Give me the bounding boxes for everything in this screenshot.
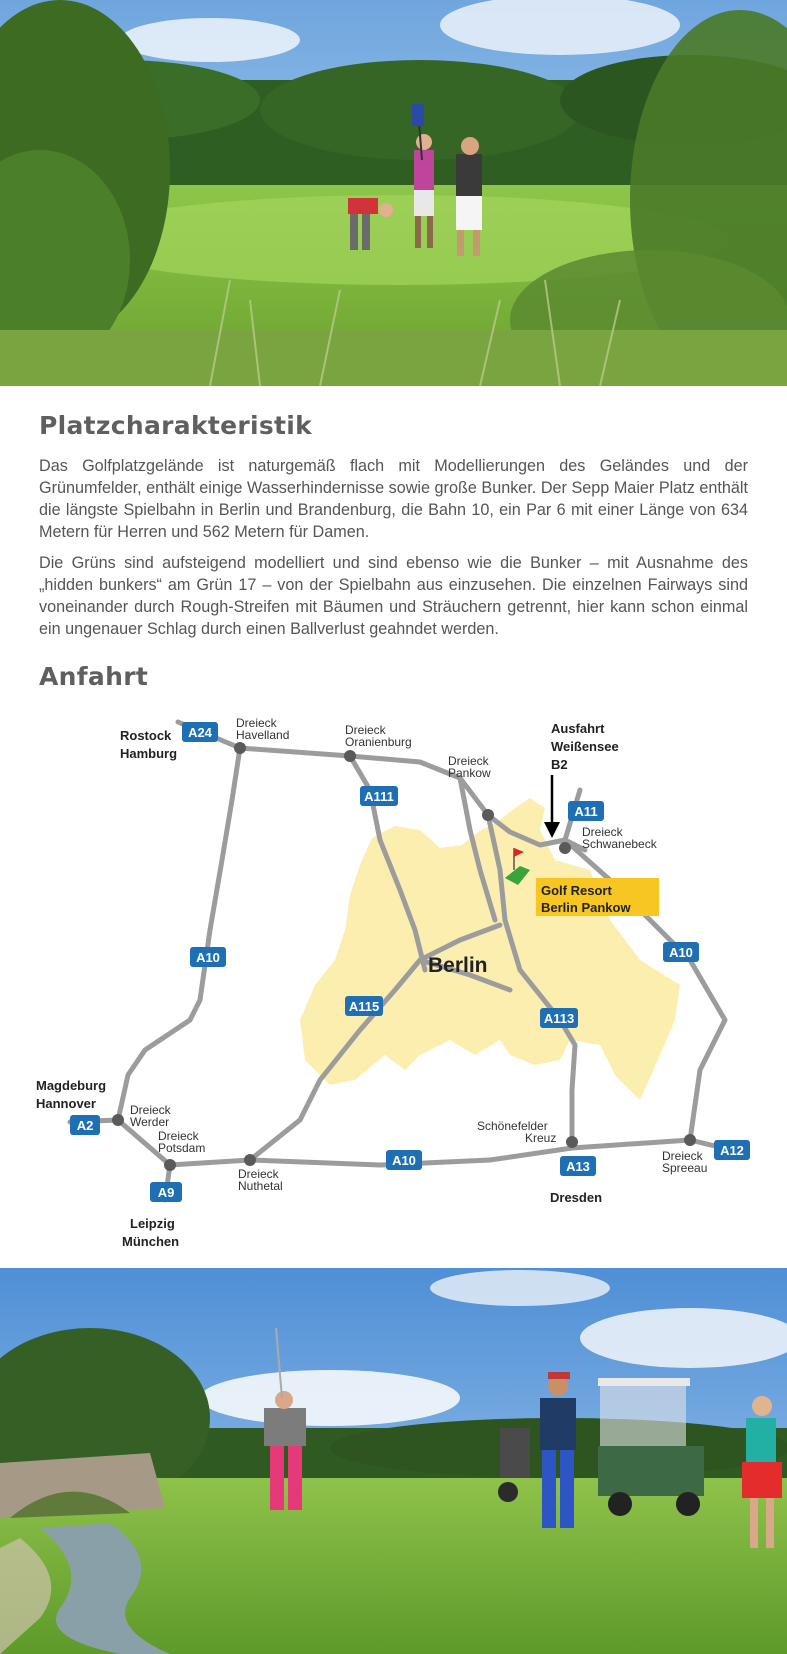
exit-label-line2: Weißensee: [551, 739, 619, 754]
shield-a111: [360, 786, 398, 806]
resort-name-line2: Berlin Pankow: [541, 900, 631, 915]
junction-havelland-1: Dreieck: [236, 716, 277, 730]
junction-pankow-1: Dreieck: [448, 754, 489, 768]
junction-havelland-2: Havelland: [236, 728, 290, 742]
section-title-platzcharakteristik: Platzcharakteristik: [39, 411, 313, 440]
svg-text:A12: A12: [720, 1143, 744, 1158]
shield-a113: [540, 1008, 578, 1028]
junction-potsdam-1: Dreieck: [158, 1129, 199, 1143]
dest-dresden: Dresden: [550, 1190, 603, 1205]
section-title-anfahrt: Anfahrt: [39, 662, 149, 691]
shield-a10-west: [190, 947, 226, 967]
shield-a11: [568, 801, 604, 821]
svg-text:A115: A115: [348, 999, 380, 1014]
junction-werder-2: Werder: [130, 1115, 170, 1129]
shield-a10-south: [386, 1150, 422, 1170]
junction-pankow-2: Pankow: [448, 766, 491, 780]
junction-schoenefeld-2: Kreuz: [525, 1131, 557, 1145]
paragraph-platz-2: Die Grüns sind aufsteigend modelliert und sind ebenso wie die Bunker – mit Ausnahme des „hidden bunkers“ am Grün 17 – von der Spielbahn aus einzusehen. Die einzelnen Fairways sind voneinander durch Rough-Streifen mit Bäumen und Sträuchern getrennt, hier kann schon einmal ein ungenauer Schlag durch einen Ballverlust geahndet werden.: [39, 554, 748, 638]
dest-muenchen: München: [122, 1234, 180, 1249]
svg-text:A113: A113: [543, 1011, 575, 1026]
svg-text:A9: A9: [157, 1185, 175, 1200]
shield-a9: [150, 1182, 182, 1202]
junction-spreeau-1: Dreieck: [662, 1149, 703, 1163]
golf-course-bridge-image: [0, 1268, 787, 1654]
svg-text:A24: A24: [188, 725, 212, 740]
junction-oranienburg-2: Oranienburg: [345, 735, 412, 749]
junction-potsdam-2: Potsdam: [158, 1141, 206, 1155]
junction-nuthetal-2: Nuthetal: [238, 1179, 283, 1193]
junction-spreeau-2: Spreeau: [662, 1161, 708, 1175]
shield-a13: [560, 1156, 596, 1176]
svg-text:A10: A10: [196, 950, 220, 965]
shield-a24: [182, 722, 218, 742]
shield-a10-east: [663, 942, 699, 962]
dest-hamburg: Hamburg: [120, 746, 178, 761]
shield-a2: [70, 1115, 100, 1135]
svg-text:A10: A10: [669, 945, 693, 960]
exit-arrowhead: [544, 822, 560, 838]
svg-text:A11: A11: [574, 804, 598, 819]
dest-leipzig: Leipzig: [130, 1216, 175, 1231]
junction-schwanebeck-1: Dreieck: [582, 825, 623, 839]
dest-hannover: Hannover: [36, 1096, 96, 1111]
shield-a12: [714, 1140, 750, 1160]
paragraph-platz-1: Das Golfplatzgelände ist naturgemäß flach mit Modellierungen des Geländes und der Grünumfelder, enthält einige Wasserhindernisse sowie große Bunker. Der Sepp Maier Platz enthält die längste Spielbahn in Berlin und Brandenburg, die Bahn 10, ein Par 6 mit einer Länge von 634 Metern für Herren und 562 Metern für Damen.: [39, 457, 748, 541]
golf-photo-bottom: [0, 1268, 787, 1654]
route-map-svg: [0, 700, 787, 1260]
exit-label-line1: Ausfahrt: [551, 721, 605, 736]
junction-schoenefeld-1: Schönefelder: [477, 1119, 548, 1133]
junction-werder-1: Dreieck: [130, 1103, 171, 1117]
junction-nuthetal-1: Dreieck: [238, 1167, 279, 1181]
exit-label-line3: B2: [551, 757, 568, 772]
junction-oranienburg-1: Dreieck: [345, 723, 386, 737]
svg-text:A111: A111: [364, 789, 394, 804]
svg-text:A2: A2: [76, 1118, 94, 1133]
dest-rostock: Rostock: [120, 728, 172, 743]
svg-text:A13: A13: [566, 1159, 590, 1174]
dest-magdeburg: Magdeburg: [36, 1078, 107, 1093]
golf-photo-top: [0, 0, 787, 386]
route-map: [0, 700, 787, 1260]
shield-a115: [345, 996, 383, 1016]
svg-text:A10: A10: [392, 1153, 416, 1168]
junction-schwanebeck-2: Schwanebeck: [582, 837, 657, 851]
resort-name-line1: Golf Resort: [541, 883, 612, 898]
golf-course-players-image: [0, 0, 787, 386]
city-label-berlin: Berlin: [428, 954, 488, 977]
